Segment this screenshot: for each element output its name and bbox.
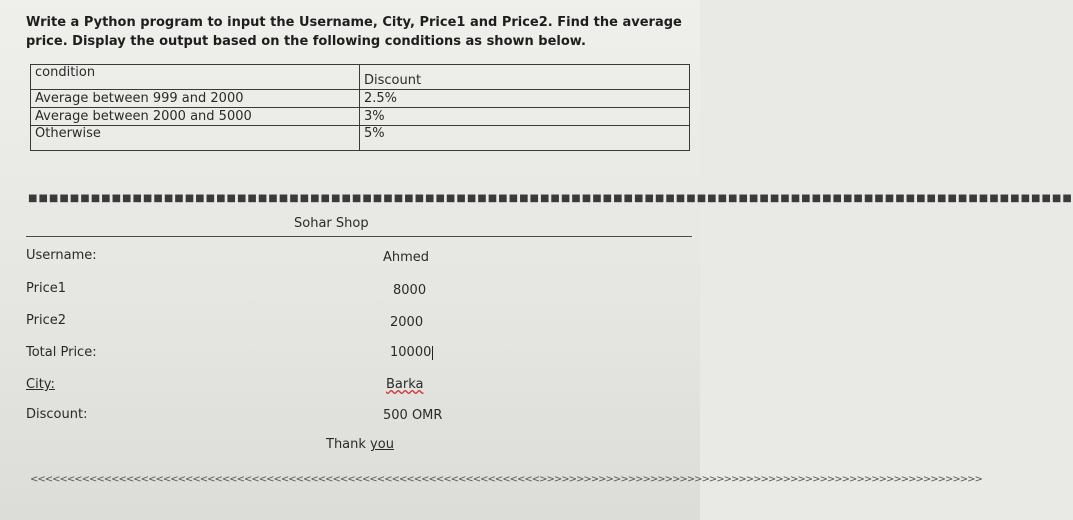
- dotted-separator: ■■■■■■■■■■■■■■■■■■■■■■■■■■■■■■■■■■■■■■■■■■■■■■■■■■■■■■■■■■■■■■■■■■■■■■■■■■■■■■■■■■■■■■■■■■■■■■■■■■■■: [28, 193, 1073, 204]
- table-row: [31, 108, 690, 126]
- table-row: [31, 90, 690, 108]
- condition-table: [30, 64, 690, 151]
- shop-title: Sohar Shop: [294, 216, 369, 231]
- question-text: Write a Python program to input the Username, City, Price1 and Price2. Find the average price. Display the output based on the following conditions as shown below.: [26, 15, 682, 49]
- condition-cell: Otherwise: [31, 126, 360, 151]
- total-price-field[interactable]: [390, 345, 433, 360]
- city-label: City:: [26, 377, 55, 392]
- thank-prefix: Thank: [326, 437, 371, 452]
- condition-cell: Average between 2000 and 5000: [31, 108, 360, 126]
- username-label: Username:: [26, 248, 97, 263]
- price2-label: Price2: [26, 313, 66, 328]
- price1-value: 8000: [393, 283, 427, 298]
- arrow-separator: <<<<<<<<<<<<<<<<<<<<<<<<<<<<<<<<<<<<<<<<<<<<<<<<<<<<<<<<<<<<<<<<<<<<<>>>>>>>>>>>>>>>>>>>>>>>>>>>>>>>>>>>>>>>>>>>>>>>>>>>>>>>>>>>>: [30, 474, 982, 485]
- username-value: Ahmed: [383, 250, 430, 265]
- header-condition: condition: [31, 65, 360, 90]
- discount-cell: 2.5%: [360, 90, 690, 108]
- condition-cell: Average between 999 and 2000: [31, 90, 360, 108]
- price1-label: Price1: [26, 281, 66, 296]
- horizontal-rule: [26, 236, 692, 237]
- table-row: [31, 126, 690, 151]
- thank-you-text: [326, 437, 394, 452]
- thank-you-word: you: [370, 437, 394, 452]
- discount-cell: 3%: [360, 108, 690, 126]
- table-header-row: [31, 65, 690, 90]
- text-cursor: [432, 346, 433, 360]
- price2-value: 2000: [390, 315, 424, 330]
- total-price-label: Total Price:: [26, 345, 97, 360]
- discount-label: Discount:: [26, 407, 88, 422]
- header-discount: Discount: [360, 65, 690, 90]
- total-price-value: 10000: [390, 345, 432, 360]
- discount-value: 500 OMR: [383, 408, 443, 423]
- city-value: Barka: [386, 377, 424, 392]
- discount-cell: 5%: [360, 126, 690, 151]
